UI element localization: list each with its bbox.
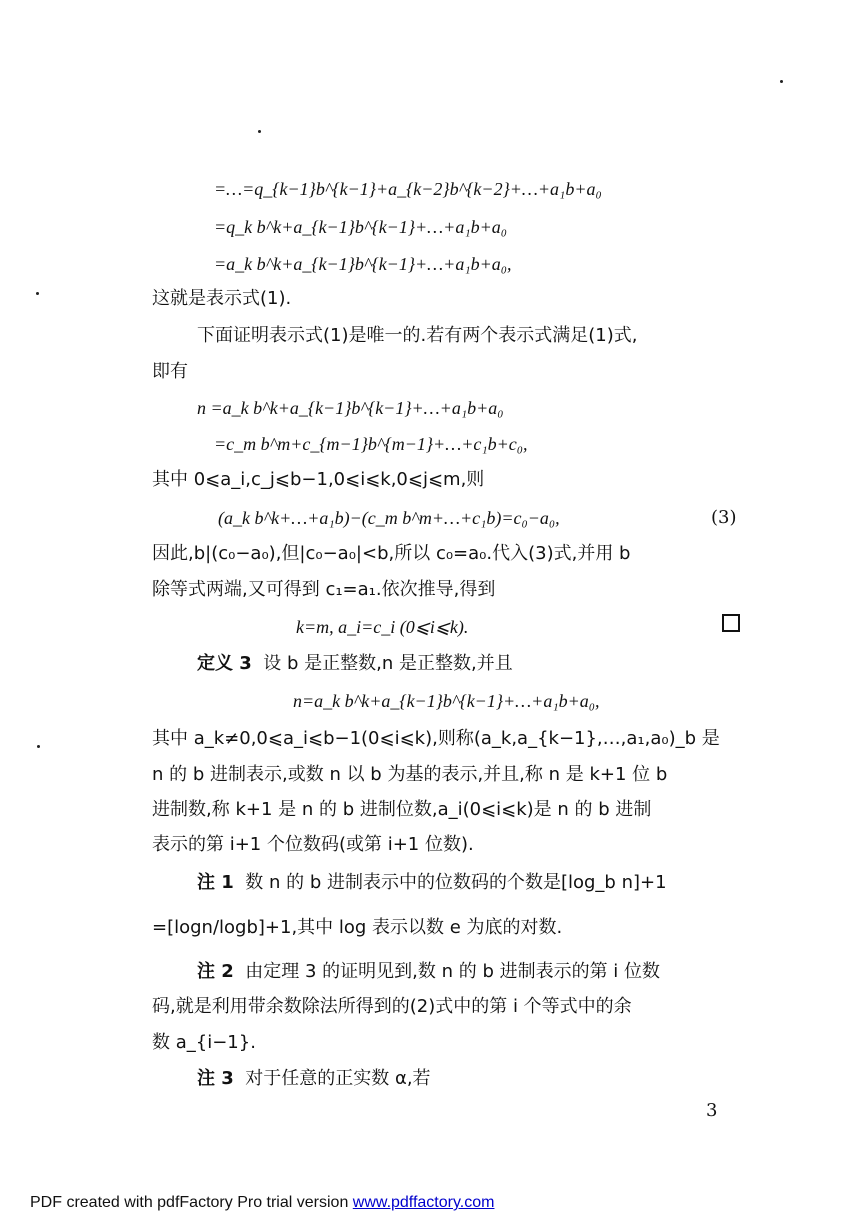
note-text: 对于任意的正实数 α,若 [245,1068,431,1089]
definition-text: 设 b 是正整数,n 是正整数,并且 [263,653,513,674]
qed-box-icon [722,614,740,632]
paragraph-line: 下面证明表示式(1)是唯一的.若有两个表示式满足(1)式, [197,325,638,346]
note-label: 注 1 [197,872,234,893]
equation-line: =q_k b^k+a_{k−1}b^{k−1}+…+a₁b+a₀ [214,217,507,237]
paragraph-line: 码,就是利用带余数除法所得到的(2)式中的第 i 个等式中的余 [152,996,632,1017]
scan-speck [37,745,40,748]
equation-line: =a_k b^k+a_{k−1}b^{k−1}+…+a₁b+a₀, [214,254,512,274]
paragraph-line: 表示的第 i+1 个位数码(或第 i+1 位数). [152,834,474,855]
pdf-footer [30,1194,494,1212]
note-text: 数 n 的 b 进制表示中的位数码的个数是[log_b n]+1 [245,872,667,893]
paragraph-line: 因此,b|(c₀−a₀),但|c₀−a₀|<b,所以 c₀=a₀.代入(3)式,并用 b [152,543,631,564]
definition-label: 定义 3 [197,653,252,674]
footer-link[interactable]: www.pdffactory.com [352,1194,495,1211]
paragraph-line: 进制数,称 k+1 是 n 的 b 进制位数,a_i(0⩽i⩽k)是 n 的 b 进制 [152,799,652,820]
paragraph-line: 数 a_{i−1}. [152,1032,256,1053]
equation-line: k=m, a_i=c_i (0⩽i⩽k). [296,617,469,637]
equation-line: (a_k b^k+…+a₁b)−(c_m b^m+…+c₁b)=c₀−a₀, [218,508,560,528]
footer-text: PDF created with pdfFactory Pro trial version [30,1194,353,1211]
definition-line [197,651,513,677]
paragraph-line: =[logn/logb]+1,其中 log 表示以数 e 为底的对数. [152,917,563,938]
note-label: 注 2 [197,961,234,982]
scan-speck [780,80,783,83]
paragraph-line: 其中 a_k≠0,0⩽a_i⩽b−1(0⩽i⩽k),则称(a_k,a_{k−1},…,a₁,a₀)_b 是 [152,728,720,749]
equation-line: n =a_k b^k+a_{k−1}b^{k−1}+…+a₁b+a₀ [197,398,504,418]
paragraph-line: 除等式两端,又可得到 c₁=a₁.依次推导,得到 [152,579,496,600]
note-line [197,870,667,896]
equation-line: n=a_k b^k+a_{k−1}b^{k−1}+…+a₁b+a₀, [293,691,600,711]
scan-speck [258,130,261,133]
equation-line: =…=q_{k−1}b^{k−1}+a_{k−2}b^{k−2}+…+a₁b+a₀ [214,179,602,199]
equation-line: =c_m b^m+c_{m−1}b^{m−1}+…+c₁b+c₀, [214,434,528,454]
paragraph-line: 这就是表示式(1). [152,288,292,309]
paragraph-line: n 的 b 进制表示,或数 n 以 b 为基的表示,并且,称 n 是 k+1 位 b [152,764,668,785]
note-line [197,1066,431,1092]
note-label: 注 3 [197,1068,234,1089]
scan-speck [36,292,39,295]
paragraph-line: 其中 0⩽a_i,c_j⩽b−1,0⩽i⩽k,0⩽j⩽m,则 [152,469,485,490]
paragraph-line: 即有 [152,361,188,382]
page-number: 3 [706,1100,718,1121]
note-text: 由定理 3 的证明见到,数 n 的 b 进制表示的第 i 位数 [245,961,661,982]
equation-number: (3) [711,507,737,528]
note-line [197,959,660,985]
